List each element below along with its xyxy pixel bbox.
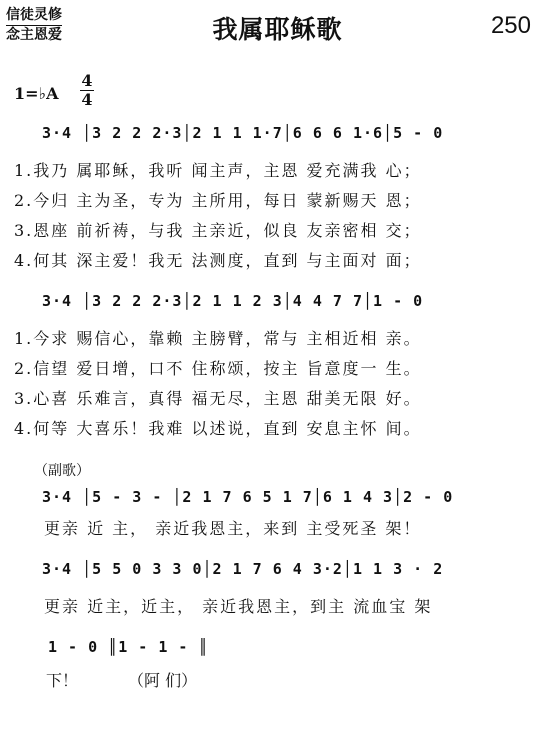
system1-verse-2: 2.今归 主为圣，专为 主所用，每日 蒙新赐天 恩； [14,191,422,210]
system1-notes: 3·4 │3 2 2 2·3│2 1 1 1·7│6 6 6 1·6│5 - 0 [42,124,444,142]
key-signature: 1=♭A [14,84,59,103]
hymn-number: 250 [490,12,531,39]
system2-notes: 3·4 │3 2 2 2·3│2 1 1 2 3│4 4 7 7│1 - 0 [42,292,424,310]
time-signature-top: 4 [81,71,93,90]
system2-verse-1: 1.今求 赐信心，靠赖 主膀臂，常与 主相近相 亲。 [14,329,422,348]
amen-lyrics: （阿 们） [128,671,198,690]
refrain-label: （副歌） [34,463,90,479]
category-line-1: 信徒灵修 [6,6,62,26]
system1-verse-4: 4.何其 深主爱！我无 法测度，直到 与主面对 面； [14,251,422,270]
system2-verse-3: 3.心喜 乐难言，真得 福无尽，主恩 甜美无限 好。 [14,389,422,408]
system1-verse-1: 1.我乃 属耶稣，我听 闻主声，主恩 爱充满我 心； [14,161,422,180]
refrain-line2-lyrics: 更亲 近主，近主， 亲近我恩主，到主 流血宝 架 [44,597,433,616]
refrain-line3-lyrics-left: 下！ [46,671,79,690]
category-line-2: 念主恩爱 [6,27,62,43]
system2-verse-4: 4.何等 大喜乐！我难 以述说，直到 安息主怀 间。 [14,419,422,438]
system1-verse-3: 3.恩座 前祈祷，与我 主亲近，似良 友亲密相 交； [14,221,422,240]
refrain-line3-notes: 1 - 0 ║1 - 1 - ║ [48,638,209,656]
refrain-line1-notes: 3·4 │5 - 3 - │2 1 7 6 5 1 7│6 1 4 3│2 - 0 [42,488,454,506]
hymn-title: 我属耶稣歌 [212,15,343,44]
system2-verse-2: 2.信望 爱日增，口不 住称颂，按主 旨意度一 生。 [14,359,422,378]
time-signature [80,72,94,109]
refrain-line1-lyrics: 更亲 近 主， 亲近我恩主，来到 主受死圣 架！ [44,519,422,538]
time-signature-bottom: 4 [81,90,93,109]
refrain-line2-notes: 3·4 │5 5 0 3 3 0│2 1 7 6 4 3·2│1 1 3 · 2 [42,560,444,578]
